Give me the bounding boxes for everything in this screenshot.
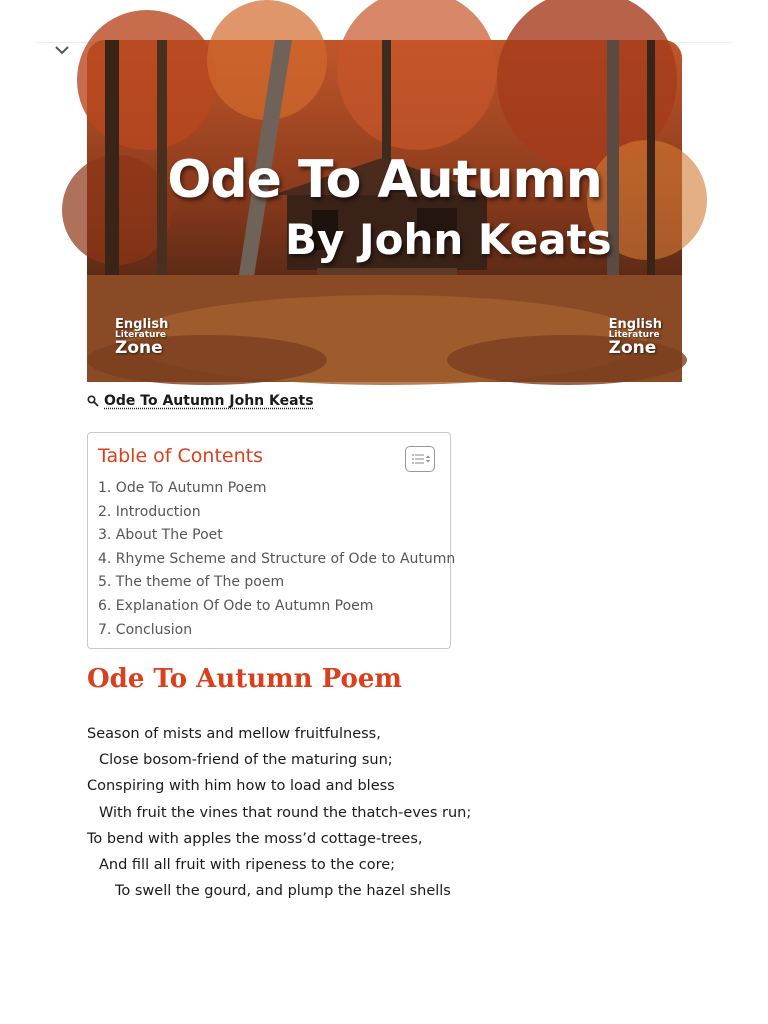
autumn-forest-illustration xyxy=(87,40,682,382)
toc-item[interactable]: 5. The theme of The poem xyxy=(98,574,285,591)
poem-line: And fill all fruit with ripeness to the core; xyxy=(99,856,396,873)
poem-line: To swell the gourd, and plump the hazel shells xyxy=(115,883,451,900)
toc-item[interactable]: 6. Explanation Of Ode to Autumn Poem xyxy=(98,597,374,614)
toc-list xyxy=(98,477,455,642)
hero-subtitle: By John Keats xyxy=(285,215,612,264)
toc-item[interactable]: 7. Conclusion xyxy=(98,621,193,638)
poem-line: Close bosom-friend of the maturing sun; xyxy=(99,752,393,769)
logo-left: English Literature Zone xyxy=(115,317,169,358)
section-heading: Ode To Autumn Poem xyxy=(87,664,402,694)
toc-item[interactable]: 2. Introduction xyxy=(98,503,201,520)
poem-line: With fruit the vines that round the thatch-eves run; xyxy=(99,804,472,821)
poem-text xyxy=(87,722,587,900)
poem-line: Season of mists and mellow fruitfulness, xyxy=(87,726,381,742)
chevron-down-icon[interactable] xyxy=(52,42,72,58)
toc-item[interactable]: 4. Rhyme Scheme and Structure of Ode to Autumn xyxy=(98,550,456,567)
magnifier-icon xyxy=(87,395,99,407)
image-caption xyxy=(87,393,314,409)
toc-item[interactable]: 3. About The Poet xyxy=(98,527,223,544)
toc-item[interactable]: 1. Ode To Autumn Poem xyxy=(98,480,267,496)
toc-title: Table of Contents xyxy=(98,445,263,467)
table-of-contents xyxy=(87,432,456,649)
list-toggle-icon[interactable] xyxy=(405,446,435,472)
logo-right: English Literature Zone xyxy=(608,317,662,358)
hero-image xyxy=(87,40,682,382)
hero-title: Ode To Autumn xyxy=(167,150,602,210)
poem-line: To bend with apples the moss’d cottage-trees, xyxy=(87,830,423,847)
caption-link[interactable]: Ode To Autumn John Keats xyxy=(104,393,314,409)
poem-line: Conspiring with him how to load and bless xyxy=(87,778,395,795)
